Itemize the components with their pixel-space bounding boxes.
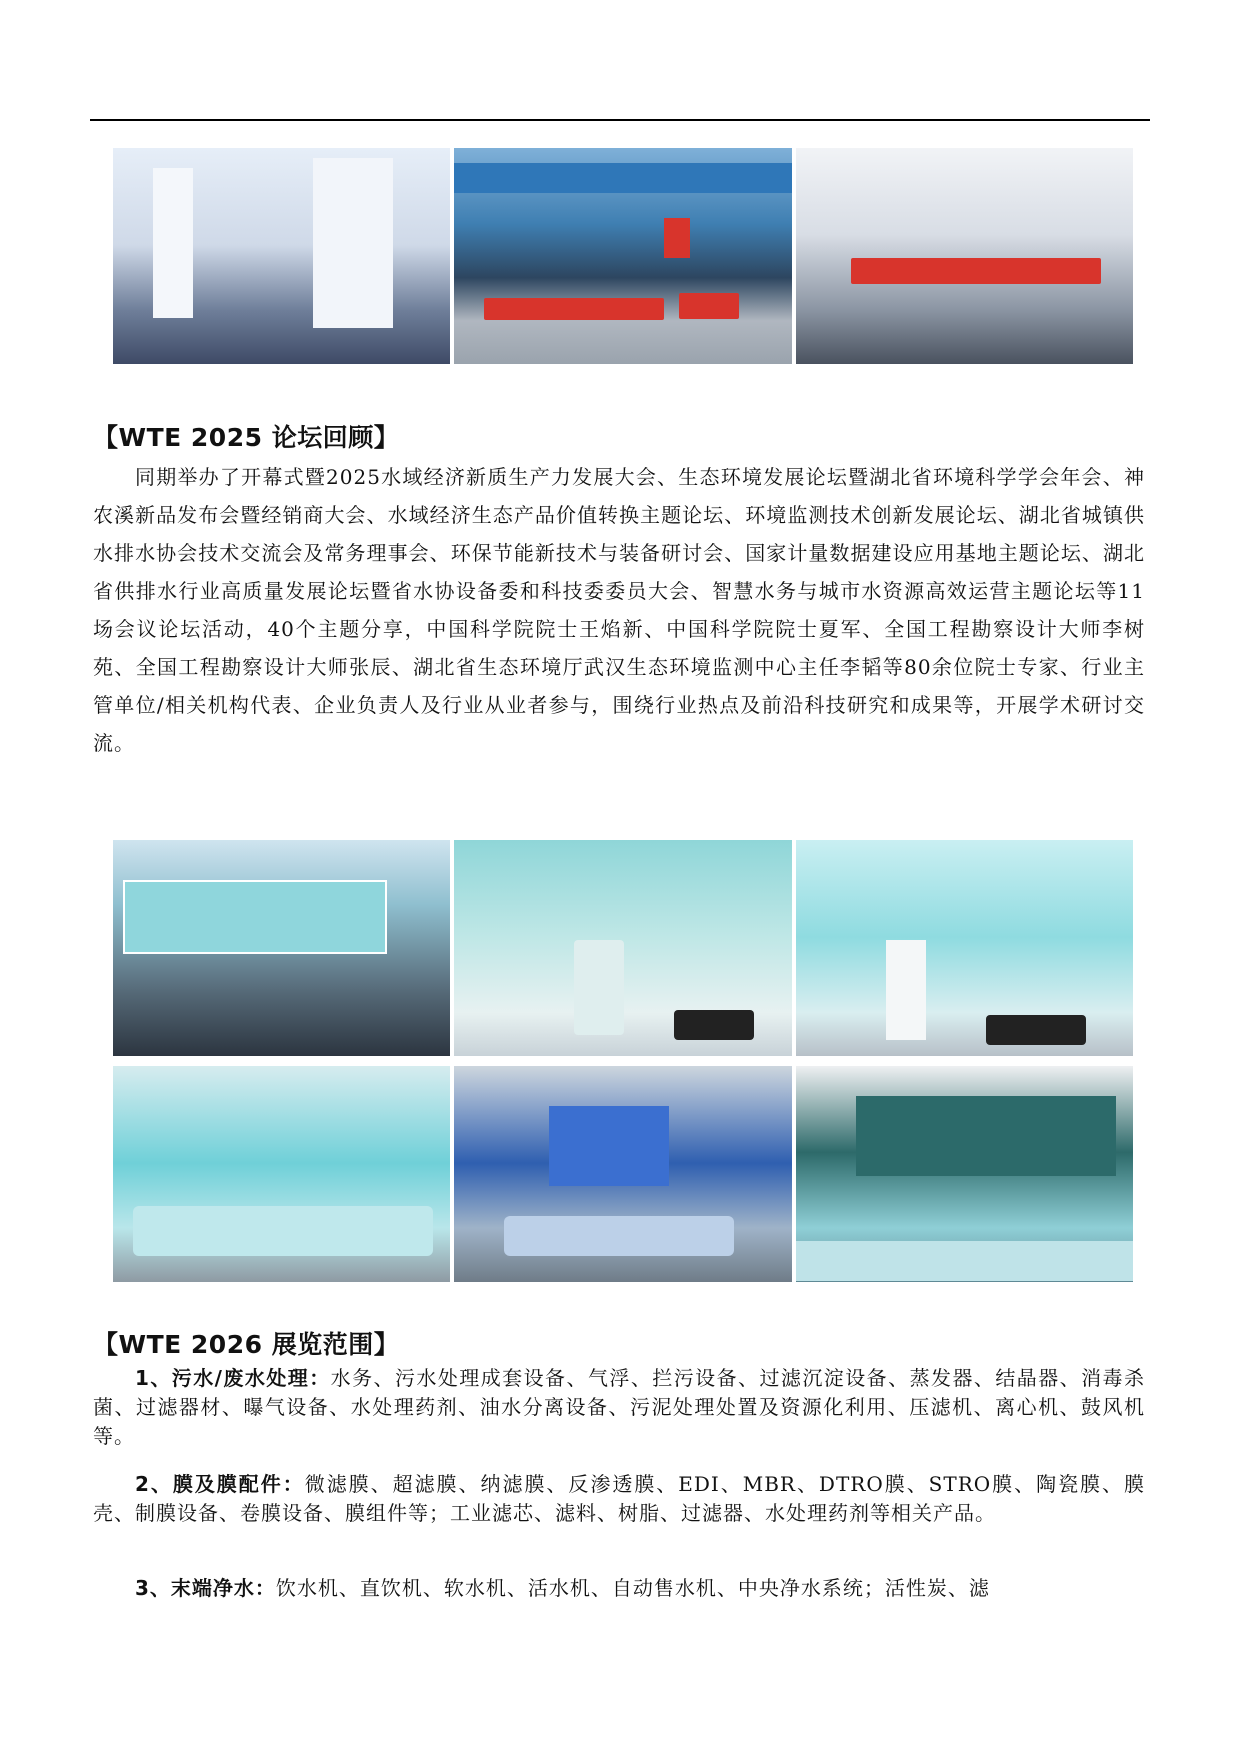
photo-presentation-screen: [549, 1106, 669, 1186]
keynote-presentation-photo: [454, 1066, 791, 1282]
official-speech-photo: [796, 840, 1133, 1056]
exhibit-item-label: 1、污水/废水处理：: [135, 1366, 331, 1390]
photo-red-flag: [679, 293, 739, 319]
leader-speech-photo: [454, 840, 791, 1056]
photo-stage-speaker: [674, 1010, 754, 1040]
photo-expo-banner: [133, 1206, 433, 1256]
forum-stage-photo: [113, 1066, 450, 1282]
photo-hall-b-sign: [664, 218, 690, 258]
exhibit-item-label: 2、膜及膜配件：: [135, 1472, 305, 1496]
photo-red-banner: [484, 298, 664, 320]
exhibit-item-text: 饮水机、直饮机、软水机、活水机、自动售水机、中央净水系统；活性炭、滤: [275, 1576, 990, 1600]
exhibit-item-wastewater: [93, 1364, 1145, 1451]
photo-presentation-screen: [856, 1096, 1116, 1176]
photo-booth-panel: [153, 168, 193, 318]
exhibit-item-text: 微滤膜、超滤膜、纳滤膜、反渗透膜、EDI、MBR、DTRO膜、STRO膜、陶瓷膜、膜壳、制膜设备、卷膜设备、膜组件等；工业滤芯、滤料、树脂、过滤器、水处理药剂等相关产品。: [93, 1472, 1145, 1525]
exhibit-item-terminal-purification: [93, 1574, 1145, 1603]
visiting-group-photo: [796, 148, 1133, 364]
photo-row-exhibition: [113, 148, 1133, 364]
conference-hall-photo: [113, 840, 450, 1056]
exhibit-item-membrane: [93, 1470, 1145, 1528]
photo-hall-sign: [454, 163, 791, 193]
photo-stage-screen: [123, 880, 387, 954]
photo-podium: [574, 940, 624, 1035]
photo-red-banner: [851, 258, 1101, 284]
photo-expo-banner: [796, 1241, 1133, 1281]
entrance-group-photo: [454, 148, 791, 364]
photo-podium: [886, 940, 926, 1040]
photo-booth-panel: [313, 158, 393, 328]
exhibition-crowd-photo: [113, 148, 450, 364]
photo-row-forum-1: [113, 840, 1133, 1056]
forum-review-heading: 【WTE 2025 论坛回顾】: [93, 423, 400, 452]
header-rule: [90, 119, 1150, 121]
academician-report-photo: [796, 1066, 1133, 1282]
forum-review-paragraph: 同期举办了开幕式暨2025水域经济新质生产力发展大会、生态环境发展论坛暨湖北省环境科学学会年会、神农溪新品发布会暨经销商大会、水域经济生态产品价值转换主题论坛、环境监测技术创新发展论坛、湖北省城镇供水排水协会技术交流会及常务理事会、环保节能新技术与装备研讨会、国家计量数据建设应用基地主题论坛、湖北省供排水行业高质量发展论坛暨省水协设备委和科技委委员大会、智慧水务与城市水资源高效运营主题论坛等11场会议论坛活动，40个主题分享，中国科学院院士王焰新、中国科学院院士夏军、全国工程勘察设计大师李树苑、全国工程勘察设计大师张辰、湖北省生态环境厅武汉生态环境监测中心主任李韬等80余位院士专家、行业主管单位/相关机构代表、企业负责人及行业从业者参与，围绕行业热点及前沿科技研究和成果等，开展学术研讨交流。: [93, 465, 1145, 755]
exhibit-scope-heading: 【WTE 2026 展览范围】: [93, 1330, 400, 1359]
photo-row-forum-2: [113, 1066, 1133, 1282]
exhibit-item-text: 水务、污水处理成套设备、气浮、拦污设备、过滤沉淀设备、蒸发器、结晶器、消毒杀菌、过滤器材、曝气设备、水处理药剂、油水分离设备、污泥处理处置及资源化利用、压滤机、离心机、鼓风机等。: [93, 1366, 1145, 1448]
exhibit-item-label: 3、末端净水：: [135, 1576, 276, 1600]
photo-expo-banner: [504, 1216, 734, 1256]
photo-stage-speaker: [986, 1015, 1086, 1045]
